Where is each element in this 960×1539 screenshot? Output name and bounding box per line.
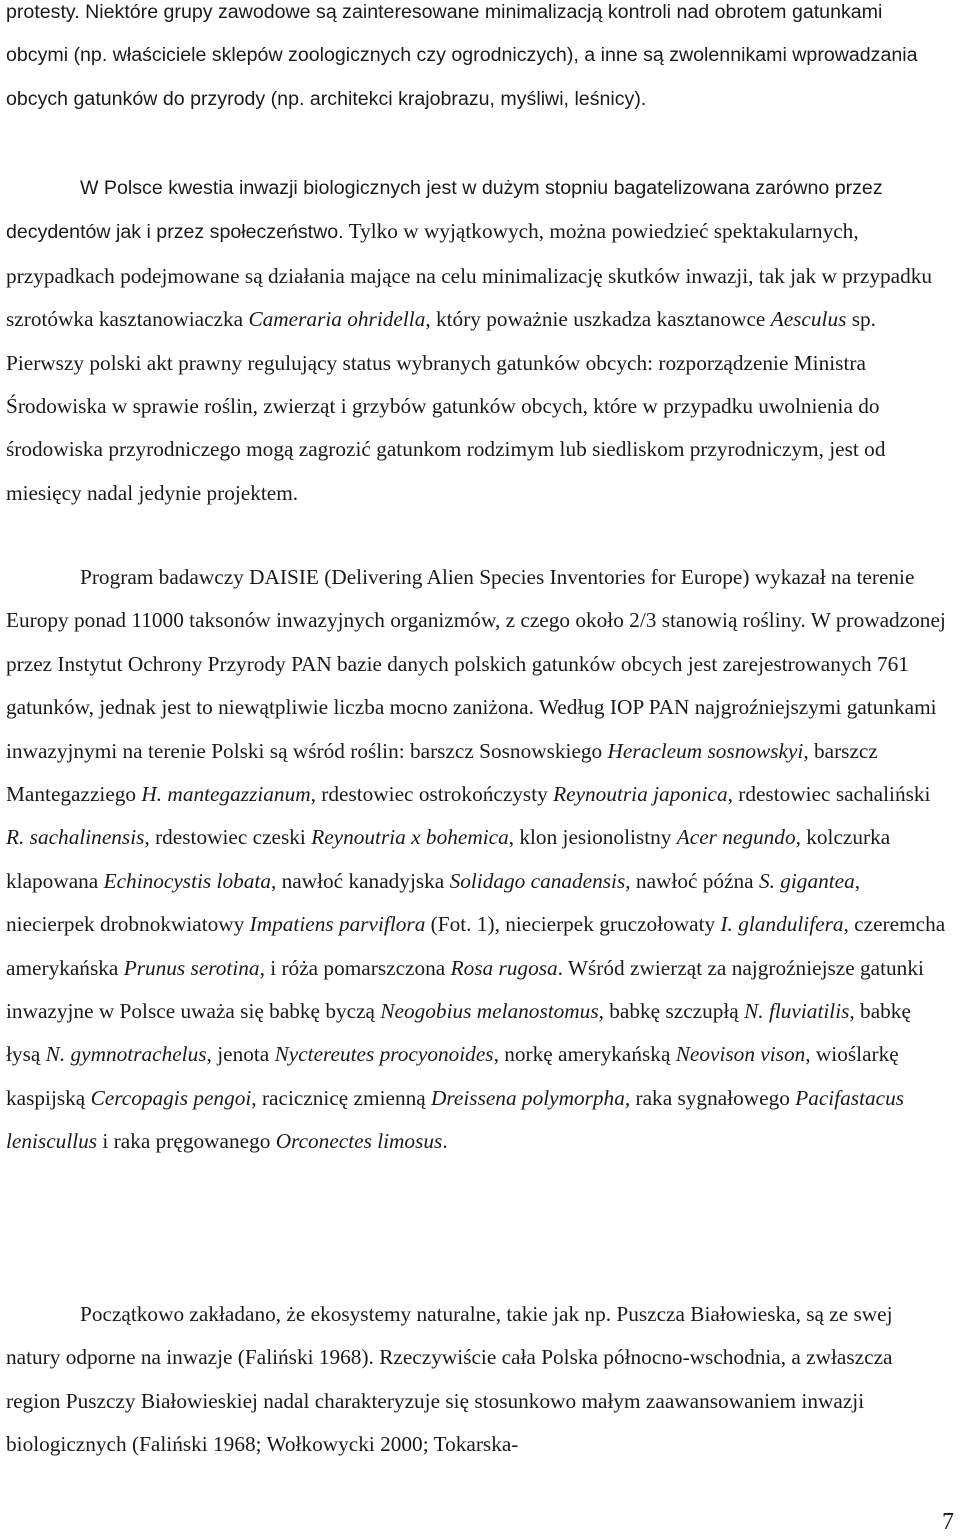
paragraph-3-text: , babkę szczupłą bbox=[598, 999, 745, 1024]
species-name: H. mantegazzianum bbox=[141, 782, 311, 807]
species-name: Aesculus bbox=[770, 307, 847, 332]
species-name: Impatiens parviflora bbox=[249, 912, 426, 937]
paragraph-3-text: , barszcz Mantegazziego bbox=[6, 738, 878, 807]
paragraph-3-text: , czeremcha amerykańska bbox=[6, 912, 946, 980]
species-name: Cameraria ohridella bbox=[248, 307, 426, 332]
paragraph-3-text: raka sygnałowego bbox=[630, 1085, 796, 1110]
paragraph-3-text: . bbox=[442, 1129, 448, 1154]
paragraph-3-text: , i róża pomarszczona bbox=[259, 955, 451, 980]
paragraph-4 bbox=[6, 1293, 946, 1467]
species-name: S. gigantea bbox=[758, 868, 855, 893]
paragraph-4-text: Początkowo zakładano, że ekosystemy naturalne, takie jak np. Puszcza Białowieska, są ze swej natury odporne na inwazje (Faliński 1968). Rzeczywiście cała Polska północno-wschodnia, a zwłaszcza region Puszczy Białowieskiej nadal charakteryzuje się stosunkowo małym zaawansowaniem inwazji biologicznych (Faliński 1968; Wołkowycki 2000; Tokarska- bbox=[6, 1302, 893, 1457]
species-name: Reynoutria japonica bbox=[553, 782, 728, 807]
paragraph-3-text: , klon jesionolistny bbox=[508, 825, 677, 850]
species-name: Neovison vison bbox=[675, 1042, 806, 1067]
species-name: Echinocystis lobata bbox=[103, 868, 271, 893]
paragraph-3-text: , nawłoć późna bbox=[625, 868, 759, 893]
paragraph-3-text: Program badawczy DAISIE (Delivering Alien Species Inventories for Europe) wykazał na terenie Europy ponad 11000 taksonów inwazyjnych organizmów, z czego około 2/3 stanowią rośliny. W prowadzonej przez Instytut Ochrony Przyrody PAN bazie danych polskich gatunków obcych jest zarejestrowanych 761 gatunków, jednak jest to niewątpliwie liczba mocno zaniżona. Według IOP PAN najgroźniejszymi gatunkami inwazyjnymi na terenie Polski są wśród roślin: barszcz Sosnowskiego bbox=[6, 565, 946, 763]
species-name: Reynoutria x bohemica bbox=[311, 825, 509, 850]
paragraph-2-sans-text: W Polsce kwestia inwazji biologicznych jest w dużym stopniu bagatelizowana zarówno przez decydentów jak i przez społeczeństwo. bbox=[6, 177, 883, 244]
paragraph-3-text: , rdestowiec sachaliński bbox=[727, 782, 931, 807]
paragraph-3-text: , niecierpek drobnokwiatowy bbox=[6, 868, 861, 937]
paragraph-3-text: , babkę łysą bbox=[6, 999, 911, 1067]
species-name: Nyctereutes procyonoides bbox=[274, 1042, 494, 1067]
species-name: Acer negundo bbox=[676, 825, 796, 850]
paragraph-2 bbox=[6, 166, 946, 515]
paragraph-3-text: (Fot. 1), niecierpek gruczołowaty bbox=[425, 912, 721, 937]
species-name: Cercopagis pengoi bbox=[90, 1085, 252, 1110]
paragraph-3-text: , rdestowiec czeski bbox=[144, 825, 312, 850]
species-name: N. fluviatilis bbox=[744, 999, 850, 1024]
paragraph-2-text: sp. Pierwszy polski akt prawny regulujący status wybranych gatunków obcych: rozporządzenie Ministra Środowiska w sprawie roślin, zwierząt i grzybów gatunków obcych, które w przypadku uwolnienia do środowiska przyrodniczego mogą zagrozić gatunkom rodzimym lub siedliskom przyrodniczym, jest od miesięcy nadal jedynie projektem. bbox=[6, 307, 886, 505]
paragraph-2-text: , który poważnie uszkadza kasztanowce bbox=[425, 307, 771, 332]
species-name: I. glandulifera bbox=[720, 912, 844, 937]
paragraph-3 bbox=[6, 556, 946, 1164]
paragraph-3-text: , rdestowiec ostrokończysty bbox=[310, 782, 554, 807]
species-name: N. gymnotrachelus bbox=[45, 1042, 207, 1067]
paragraph-3-text: . Wśród zwierząt za najgroźniejsze gatunki inwazyjne w Polsce uważa się babkę byczą bbox=[6, 955, 924, 1024]
species-name: Prunus serotina bbox=[123, 955, 260, 980]
paragraph-3-text: , racicznicę zmienną bbox=[251, 1085, 432, 1110]
paragraph-3-text: i raka pręgowanego bbox=[97, 1129, 276, 1154]
species-name: R. sachalinensis bbox=[6, 825, 145, 850]
species-name: Solidago canadensis bbox=[449, 868, 626, 893]
species-name: Orconectes limosus bbox=[275, 1129, 443, 1154]
paragraph-3-text: , norkę amerykańską bbox=[493, 1042, 676, 1067]
species-name: Pacifastacus leniscullus bbox=[6, 1085, 905, 1154]
paragraph-3-text: , kolczurka klapowana bbox=[6, 825, 891, 893]
species-name: Neogobius melanostomus bbox=[380, 999, 599, 1024]
species-name: Heracleum sosnowskyi bbox=[607, 738, 804, 763]
paragraph-3-text: , nawłoć kanadyjska bbox=[270, 868, 450, 893]
page-number: 7 bbox=[942, 1509, 954, 1535]
paragraph-3-text: , jenota bbox=[206, 1042, 275, 1067]
species-name: Dreissena polymorpha, bbox=[431, 1085, 631, 1110]
paragraph-3-text: , wioślarkę kaspijską bbox=[6, 1042, 899, 1110]
paragraph-2-text: Tylko w wyjątkowych, można powiedzieć spektakularnych, przypadkach podejmowane są działania mające na celu minimalizację skutków inwazji, tak jak w przypadku szrotówka kasztanowiaczka bbox=[6, 219, 933, 332]
paragraph-1-text: protesty. Niektóre grupy zawodowe są zainteresowane minimalizacją kontroli nad obrotem gatunkami obcymi (np. właściciele sklepów zoologicznych czy ogrodniczych), a inne są zwolennikami wprowadzania obcych gatunków do przyrody (np. architekci krajobrazu, myśliwi, leśnicy). bbox=[6, 1, 918, 110]
paragraph-1 bbox=[6, 0, 946, 121]
species-name: Rosa rugosa bbox=[450, 955, 558, 980]
